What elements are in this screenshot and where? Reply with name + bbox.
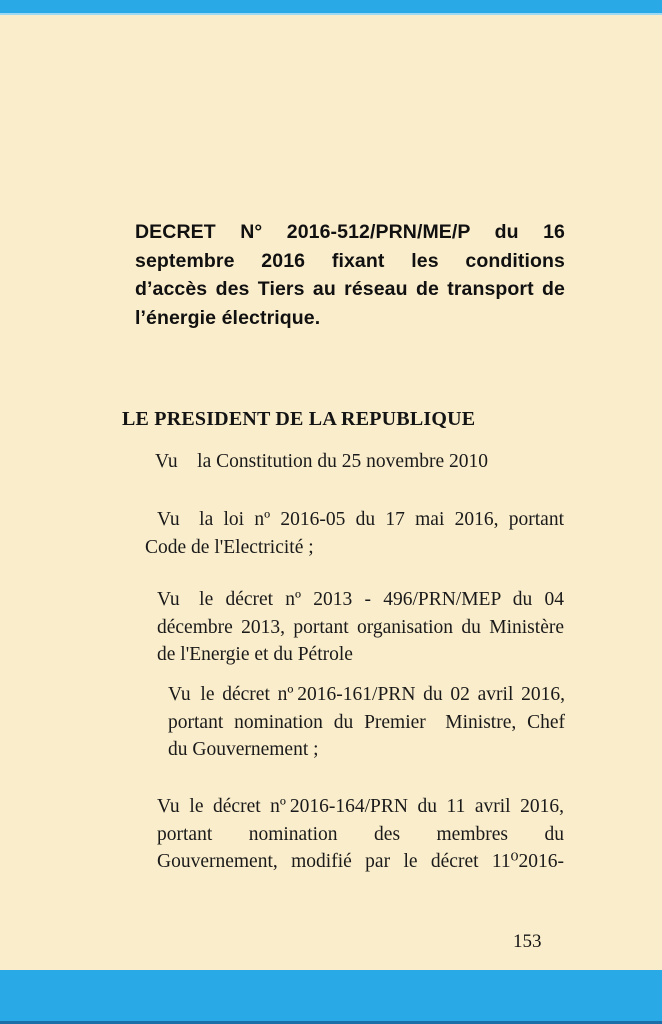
text-line: DECRET N° 2016-512/PRN/ME/P du 16: [135, 221, 565, 243]
text-line: décembre 2013, portant organisation du Ministère: [157, 616, 564, 638]
top-border-bar: [0, 0, 662, 13]
text-line: Vu la loi nº 2016-05 du 17 mai 2016, portant: [157, 509, 564, 530]
page-number: 153: [513, 931, 542, 952]
text-line: l’énergie électrique.: [135, 306, 321, 329]
vu-paragraph-loi-2016-05: [145, 506, 564, 561]
text-line: portant nomination du Premier Ministre, Chef: [168, 711, 565, 733]
president-heading: LE PRESIDENT DE LA REPUBLIQUE: [122, 408, 476, 430]
vu-paragraph-decret-2013-496: [157, 586, 564, 669]
text-line: Vu le décret nº 2016-161/PRN du 02 avril 2016,: [168, 684, 565, 705]
text-line: Code de l'Electricité ;: [145, 536, 314, 558]
text-line: portant nomination des membres du: [157, 823, 564, 845]
text-line: Vu la Constitution du 25 novembre 2010: [155, 451, 489, 472]
text-line: du Gouvernement ;: [168, 739, 319, 761]
text-line: Vu le décret nº 2016-164/PRN du 11 avril 2016,: [157, 796, 564, 817]
text-line: Vu le décret nº 2013 - 496/PRN/MEP du 04: [157, 589, 564, 610]
text-line: de l'Energie et du Pétrole: [157, 644, 353, 666]
text-line: d’accès des Tiers au réseau de transport de: [135, 278, 565, 301]
vu-paragraph-decret-2016-164: [157, 793, 564, 876]
bottom-border-bar: [0, 970, 662, 1024]
text-line: Gouvernement, modifié par le décret 11⁰2016-: [157, 851, 564, 873]
vu-paragraph-decret-2016-161: [168, 681, 565, 764]
vu-paragraph-constitution: [155, 448, 567, 476]
decree-title: [135, 218, 565, 332]
text-line: septembre 2016 fixant les conditions: [135, 249, 565, 272]
